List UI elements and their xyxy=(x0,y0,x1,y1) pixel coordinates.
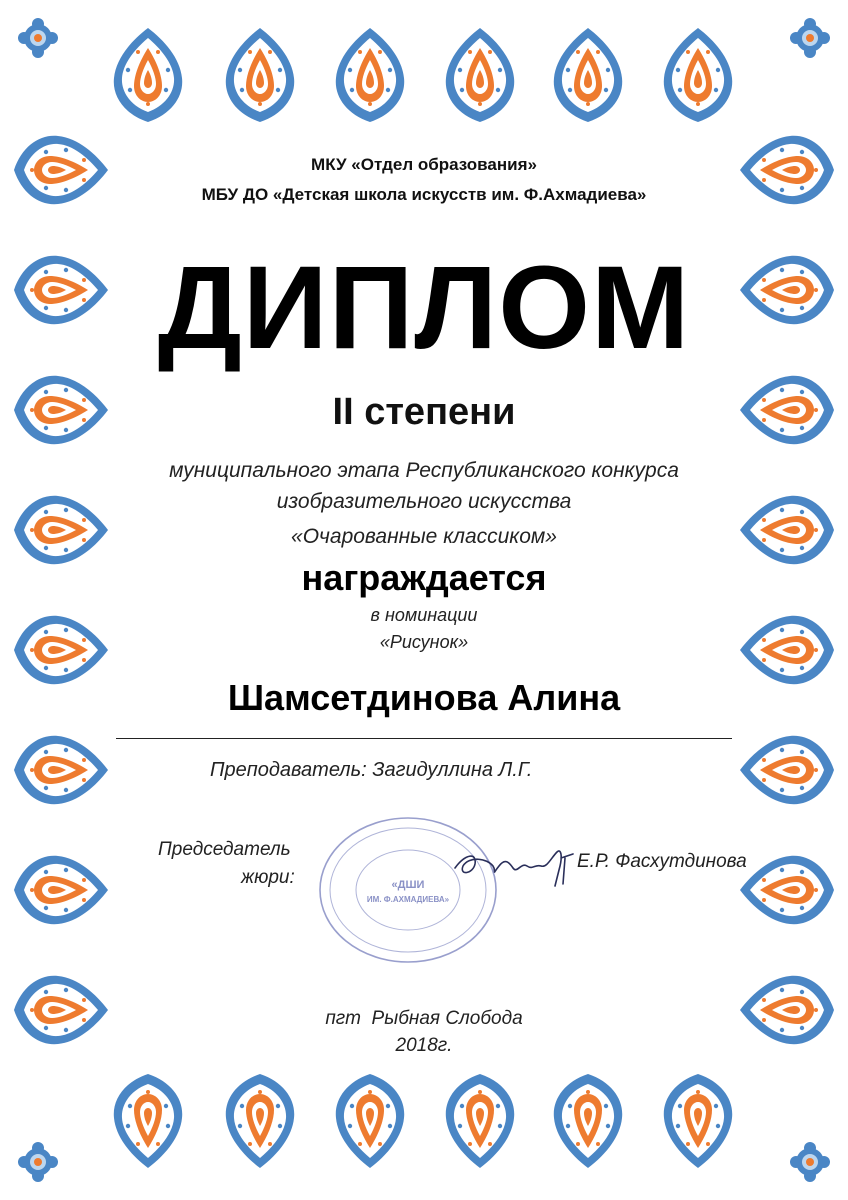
teacher-line: Преподаватель: Загидуллина Л.Г. xyxy=(210,759,533,781)
chair-label-line-1: Председатель xyxy=(158,839,291,860)
chair-label-line-2: жюри: xyxy=(241,867,295,888)
divider-line xyxy=(116,738,732,739)
nomination-label: в номинации xyxy=(370,605,478,625)
contest-name: «Очарованные классиком» xyxy=(291,525,557,548)
nomination-name: «Рисунок» xyxy=(379,632,469,652)
winner-name: Шамсетдинова Алина xyxy=(227,677,621,718)
organization-line-1: МКУ «Отдел образования» xyxy=(311,155,537,174)
place: пгт Рыбная Слобода xyxy=(325,1008,523,1029)
contest-description-line-1: муниципального этапа Республиканского конкурса xyxy=(169,459,679,482)
stamp-text-1: «ДШИ xyxy=(391,879,425,891)
chair-name: Е.Р. Фасхутдинова xyxy=(577,851,747,872)
contest-description-line-2: изобразительного искусства xyxy=(276,490,572,513)
stamp-text-2: ИМ. Ф.АХМАДИЕВА» xyxy=(366,895,450,904)
signature xyxy=(447,836,582,896)
year: 2018г. xyxy=(395,1035,453,1056)
organization-line-2: МБУ ДО «Детская школа искусств им. Ф.Ахмадиева» xyxy=(201,185,647,204)
diploma-degree: II степени xyxy=(332,391,516,433)
diploma-title: ДИПЛОМ xyxy=(157,242,691,374)
awarded-heading: награждается xyxy=(301,557,547,598)
